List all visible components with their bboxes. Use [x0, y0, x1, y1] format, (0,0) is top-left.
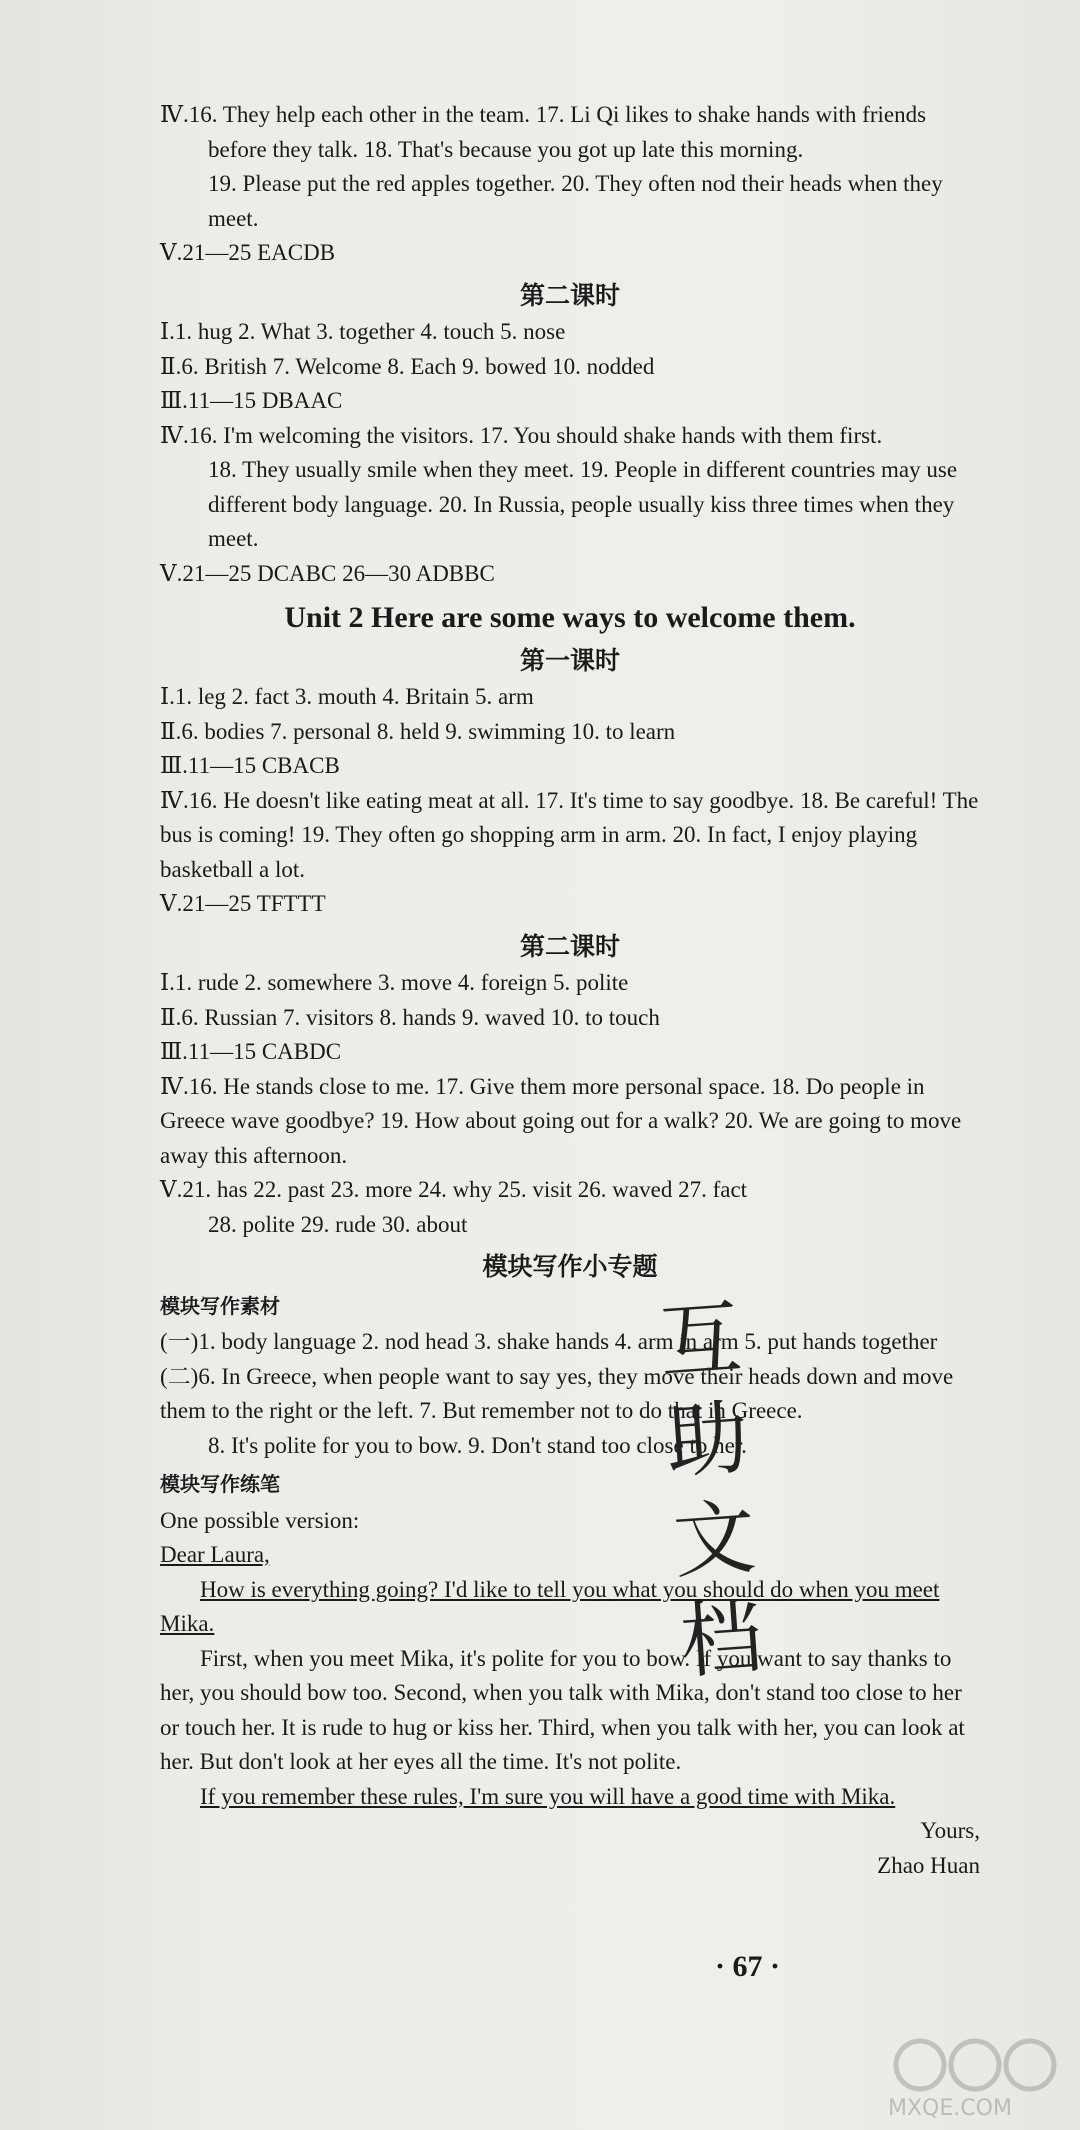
- sample-intro: One possible version:: [160, 1507, 360, 1533]
- answer-line: Ⅴ.21. has 22. past 23. more 24. why 25. visit 26. waved 27. fact: [160, 1177, 748, 1202]
- letter-body: First, when you meet Mika, it's polite for you to bow. If you want to say thanks to her, you should bow too. Second, when you talk with Mika, don't stand too close to her or touch her. It is rude to hug or kiss her. Third, when you talk with her, you can look at her. But don't look at her eyes all the time. It's not polite.: [160, 1645, 965, 1774]
- answer-line: Ⅲ.11—15 CABDC: [160, 1039, 342, 1064]
- writing-section-heading: 模块写作小专题: [482, 1252, 658, 1281]
- lesson-heading: 第二课时: [519, 931, 620, 961]
- lesson-heading: 第二课时: [519, 280, 620, 310]
- lesson-heading: 第一课时: [519, 645, 620, 675]
- answer-line: (一)1. body language 2. nod head 3. shake hands 4. arm in arm 5. put hands together: [160, 1329, 938, 1354]
- letter-greeting: Dear Laura,: [160, 1542, 270, 1567]
- watermark-logo: [880, 2030, 1070, 2120]
- answer-line: Ⅰ.1. rude 2. somewhere 3. move 4. foreign 5. polite: [160, 970, 629, 995]
- answer-line: Ⅴ.21—25 TFTTT: [160, 891, 326, 916]
- answer-line: Ⅰ.1. leg 2. fact 3. mouth 4. Britain 5. arm: [160, 684, 534, 709]
- letter-closing-line: If you remember these rules, I'm sure you will have a good time with Mika.: [200, 1783, 896, 1809]
- watermark-text: MXQE.COM: [888, 2096, 1012, 2120]
- answer-line: Ⅴ.21—25 EACDB: [160, 240, 336, 265]
- answer-line: 8. It's polite for you to bow. 9. Don't stand too close to her.: [208, 1432, 747, 1458]
- answer-line: Ⅱ.6. Russian 7. visitors 8. hands 9. waved 10. to touch: [160, 1004, 660, 1030]
- answer-line: Ⅳ.16. They help each other in the team. 17. Li Qi likes to shake hands with friends before they talk. 18. That's because you got up late this morning.: [160, 102, 927, 162]
- answer-line: Ⅳ.16. He doesn't like eating meat at all. 17. It's time to say goodbye. 18. Be careful! The bus is coming! 19. They often go shopping arm in arm. 20. In fact, I enjoy playing basketball a lot.: [160, 787, 979, 882]
- handwritten-stamp: 互助文档: [656, 1290, 766, 1691]
- answer-line: 28. polite 29. rude 30. about: [208, 1211, 468, 1237]
- answer-line: Ⅲ.11—15 CBACB: [160, 753, 340, 778]
- answer-line: Ⅳ.16. He stands close to me. 17. Give them more personal space. 18. Do people in Greece wave goodbye? 19. How about going out for a walk? 20. We are going to move away this afternoon.: [160, 1073, 962, 1168]
- answer-line: Ⅱ.6. bodies 7. personal 8. held 9. swimming 10. to learn: [160, 718, 676, 744]
- answer-line: Ⅲ.11—15 DBAAC: [160, 388, 343, 413]
- answer-line: Ⅴ.21—25 DCABC 26—30 ADBBC: [160, 560, 495, 586]
- answer-content: [160, 98, 980, 1883]
- answer-line: Ⅳ.16. I'm welcoming the visitors. 17. You should shake hands with them first.: [160, 422, 883, 448]
- page-number: · 67 ·: [715, 1950, 781, 1983]
- letter-signature: Zhao Huan: [877, 1852, 980, 1878]
- answer-line: (二)6. In Greece, when people want to say yes, they move their heads down and move them to the right or the left. 7. But remember not to do that in Greece.: [160, 1363, 954, 1423]
- writing-material-label: 模块写作素材: [160, 1293, 280, 1318]
- writing-practice-label: 模块写作练笔: [160, 1472, 280, 1496]
- answer-line: 18. They usually smile when they meet. 19. People in different countries may use different body language. 20. In Russia, people usually kiss three times when they meet.: [208, 457, 958, 551]
- answer-line: Ⅰ.1. hug 2. What 3. together 4. touch 5. nose: [160, 319, 566, 344]
- letter-signoff: Yours,: [920, 1818, 980, 1843]
- letter-opening: How is everything going? I'd like to tell you what you should do when you meet Mika.: [160, 1576, 940, 1636]
- answer-line: Ⅱ.6. British 7. Welcome 8. Each 9. bowed 10. nodded: [160, 353, 655, 379]
- answer-line: 19. Please put the red apples together. 20. They often nod their heads when they meet.: [208, 171, 943, 231]
- unit-title: Unit 2 Here are some ways to welcome them.: [284, 601, 856, 634]
